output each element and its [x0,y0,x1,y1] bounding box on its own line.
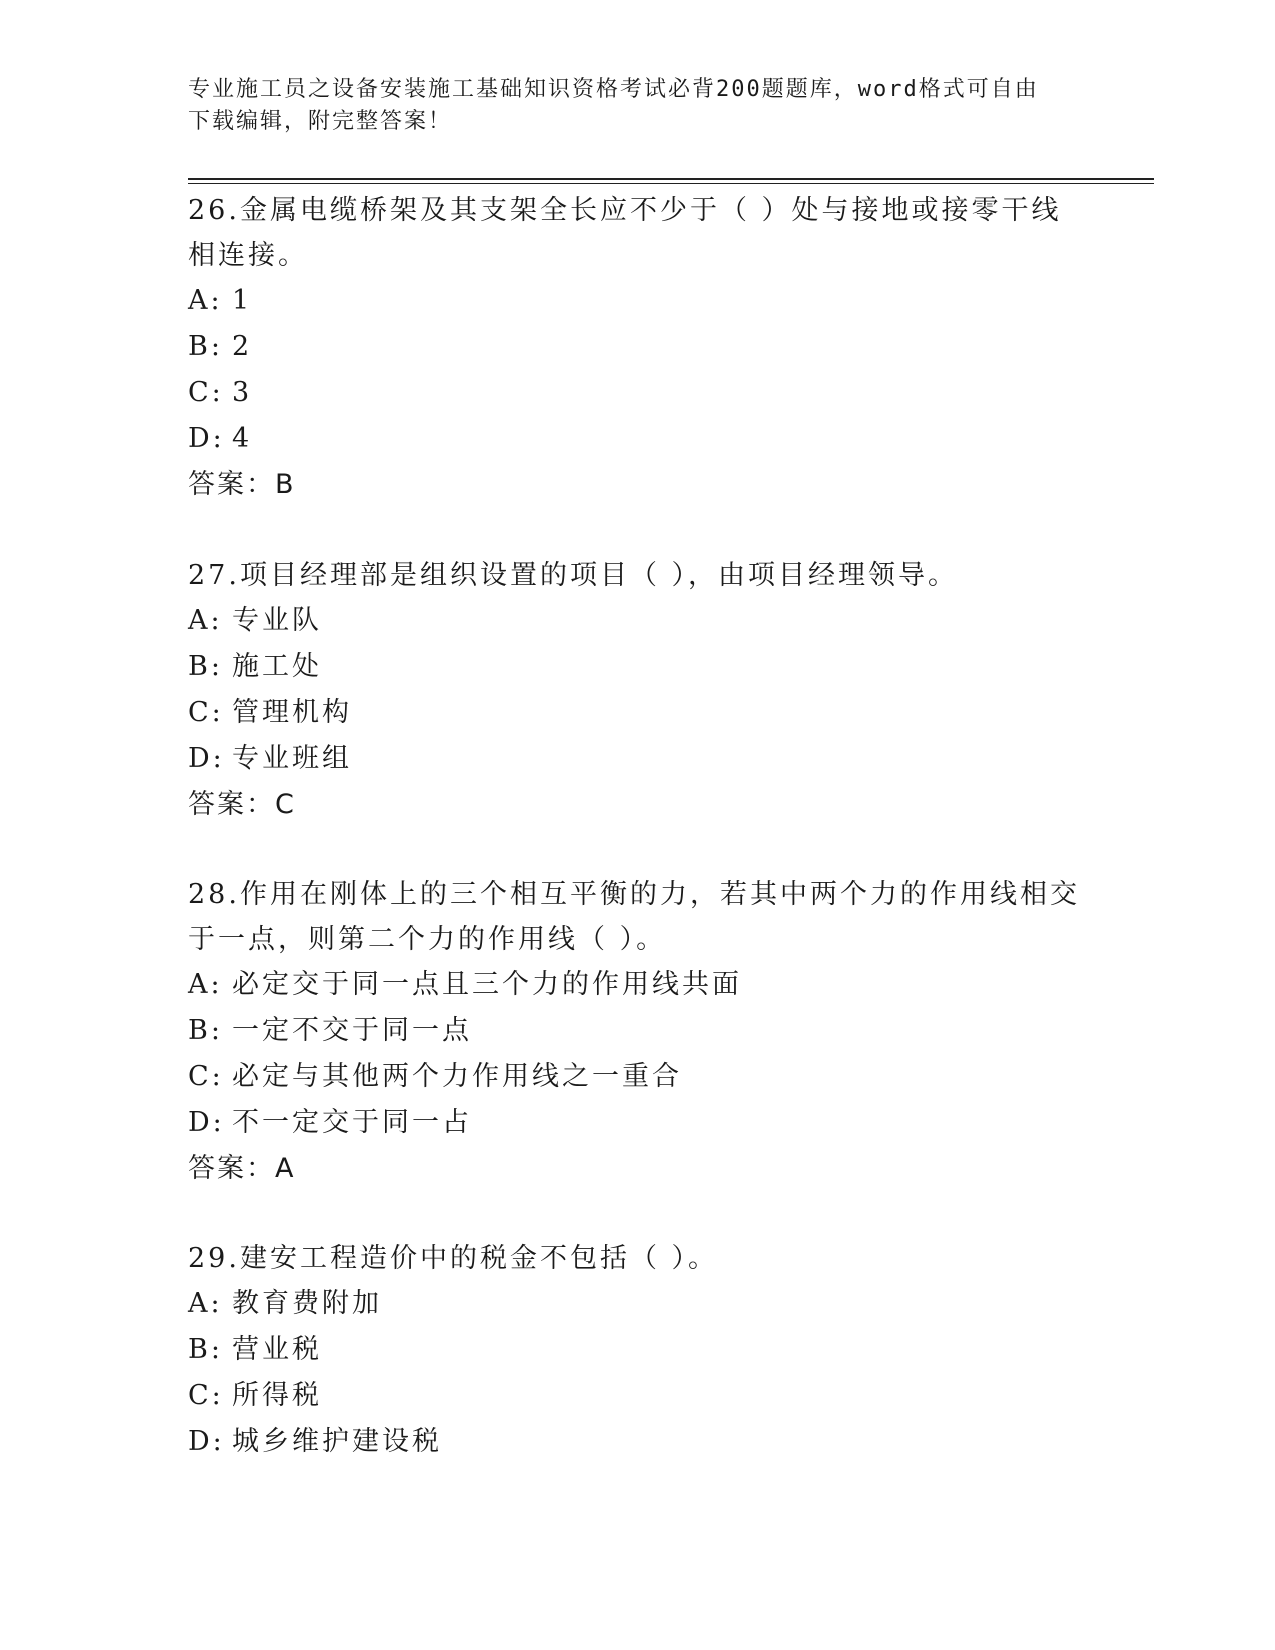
option-text: 施工处 [232,651,322,682]
header-rule-thin [188,183,1154,184]
option-d [188,736,1088,782]
option-c [188,370,1088,416]
option-key: A: [188,969,223,1000]
option-c [188,690,1088,736]
option-text: 必定交于同一点且三个力的作用线共面 [232,969,742,1000]
question-stem: 27.项目经理部是组织设置的项目（ ），由项目经理领导。 [188,560,959,591]
question-stem: 29.建安工程造价中的税金不包括（ ）。 [188,1243,719,1274]
option-text: 所得税 [232,1380,322,1411]
option-a [188,278,1088,324]
option-b [188,644,1088,690]
option-b [188,1327,1088,1373]
option-key: D: [188,1107,225,1138]
option-text: 一定不交于同一点 [232,1015,472,1046]
option-d [188,416,1088,462]
answer-line: 答案：A [188,1153,296,1184]
option-key: A: [188,605,223,636]
option-text: 必定与其他两个力作用线之一重合 [232,1061,682,1092]
option-c [188,1054,1088,1100]
option-key: A: [188,1288,223,1319]
option-key: C: [188,1061,224,1092]
option-a [188,962,1088,1008]
question-block [188,188,1088,508]
option-d [188,1419,1088,1465]
option-a [188,598,1088,644]
option-text: 4 [232,423,253,454]
option-text: 教育费附加 [232,1288,382,1319]
question-block [188,872,1088,1192]
option-a [188,1281,1088,1327]
option-key: C: [188,1380,224,1411]
answer-line: 答案：B [188,469,296,500]
option-text: 不一定交于同一占 [232,1107,472,1138]
option-text: 专业队 [232,605,322,636]
option-key: B: [188,651,223,682]
option-c [188,1373,1088,1419]
option-text: 管理机构 [232,697,352,728]
option-b [188,324,1088,370]
option-key: B: [188,1334,223,1365]
option-key: D: [188,423,225,454]
option-text: 专业班组 [232,743,352,774]
option-key: C: [188,697,224,728]
option-text: 营业税 [232,1334,322,1365]
option-key: B: [188,331,223,362]
question-stem: 26.金属电缆桥架及其支架全长应不少于（ ）处与接地或接零干线相连接。 [188,195,1062,271]
option-key: D: [188,743,225,774]
option-key: D: [188,1426,225,1457]
question-block [188,553,1088,828]
option-d [188,1100,1088,1146]
answer-line: 答案：C [188,789,296,820]
option-key: B: [188,1015,223,1046]
option-key: C: [188,377,224,408]
option-text: 2 [232,331,253,362]
header-line-2: 下载编辑，附完整答案！ [188,109,453,134]
option-key: A: [188,285,223,316]
header-line-1: 专业施工员之设备安装施工基础知识资格考试必背200题题库，word格式可自由 [188,77,1039,102]
question-stem: 28.作用在刚体上的三个相互平衡的力，若其中两个力的作用线相交于一点，则第二个力的作用线（ ）。 [188,879,1080,955]
option-text: 1 [232,285,253,316]
document-header [188,74,1068,138]
question-block [188,1236,1088,1465]
option-text: 城乡维护建设税 [232,1426,442,1457]
header-rule-thick [188,178,1154,180]
option-text: 3 [232,377,253,408]
option-b [188,1008,1088,1054]
